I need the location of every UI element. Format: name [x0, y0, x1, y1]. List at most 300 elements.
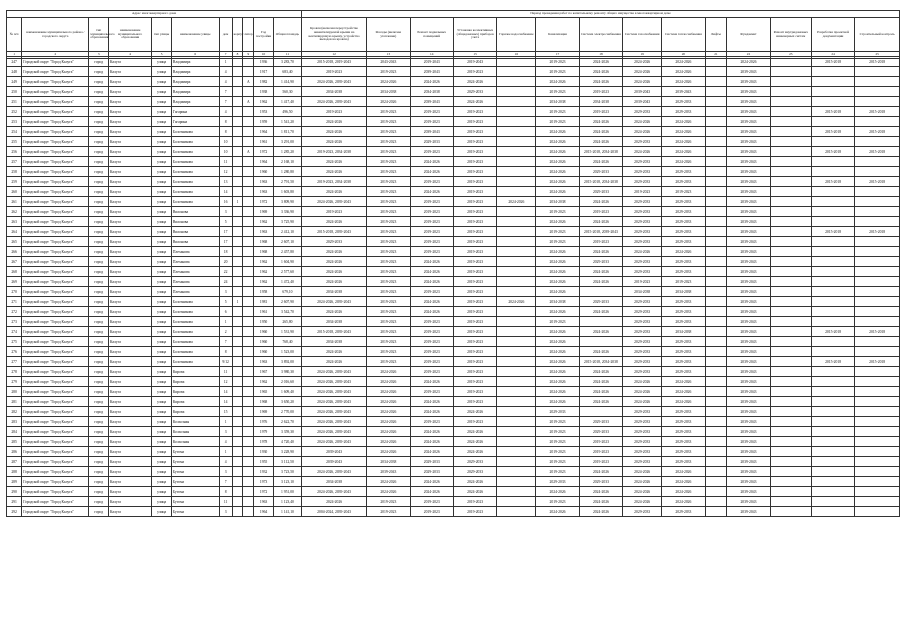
cell-pl: 1 523,00 — [273, 347, 301, 357]
column-header-18: Система электроснабжения — [579, 18, 622, 52]
cell-obl: Городской округ "Город Калуга" — [22, 327, 89, 337]
cell-pl: 1 123,40 — [273, 497, 301, 507]
cell-n: 250 — [7, 87, 22, 97]
cell-n: 269 — [7, 277, 22, 287]
cell-gvs: 2024-2026 — [497, 297, 536, 307]
cell-fas: 2019-2023 — [367, 147, 410, 157]
cell-lit — [243, 157, 254, 167]
cell-sk — [855, 487, 900, 497]
cell-gaz: 2029-2033 — [623, 297, 662, 307]
cell-fas: 2019-2023 — [367, 307, 410, 317]
cell-gaz: 2029-2033 — [623, 177, 662, 187]
cell-krov: 2034-2038 — [302, 287, 367, 297]
cell-kan: 2019-2023 — [536, 317, 579, 327]
cell-mo: Калуга — [108, 267, 151, 277]
cell-gaz: 2029-2033 — [623, 437, 662, 447]
cell-kan: 2024-2026 — [536, 287, 579, 297]
cell-k — [232, 137, 243, 147]
cell-ut: улица — [152, 187, 172, 197]
cell-krov: 2024-2026 — [302, 127, 367, 137]
cell-vn — [770, 457, 811, 467]
cell-el: 2024-2026 — [579, 377, 622, 387]
cell-proj: 2015-2018 — [811, 127, 854, 137]
cell-pod: 2024-2026 — [410, 187, 453, 197]
cell-kan: 2024-2026 — [536, 357, 579, 367]
column-header-6: наименование улицы — [171, 18, 219, 52]
cell-krov: 2015-2018, 2039-2043 — [302, 327, 367, 337]
cell-gvs — [497, 97, 536, 107]
column-number-12: 12 — [302, 52, 367, 59]
cell-proj — [811, 257, 854, 267]
cell-ul: Болотникова — [171, 127, 219, 137]
cell-gaz: 2029-2033 — [623, 317, 662, 327]
cell-fas: 2019-2023 — [367, 507, 410, 517]
cell-proj — [811, 487, 854, 497]
cell-k — [232, 267, 243, 277]
cell-fas: 2019-2023 — [367, 217, 410, 227]
cell-god: 1968 — [254, 237, 274, 247]
cell-tep: 2029-2033 — [662, 177, 705, 187]
cell-n: 254 — [7, 127, 22, 137]
cell-proj — [811, 197, 854, 207]
cell-el: 2029-2033 — [579, 187, 622, 197]
cell-ust: 2019-2023 — [453, 117, 496, 127]
cell-proj — [811, 497, 854, 507]
column-number-25: 25 — [855, 52, 900, 59]
cell-proj: 2015-2018 — [811, 147, 854, 157]
cell-krov: 2024-2026 — [302, 187, 367, 197]
cell-tip: город — [89, 67, 109, 77]
cell-proj — [811, 207, 854, 217]
column-header-9: литер — [243, 18, 254, 52]
cell-proj — [811, 187, 854, 197]
cell-ul: Болотникова — [171, 307, 219, 317]
cell-d: 3 — [219, 287, 232, 297]
cell-mo: Калуга — [108, 307, 151, 317]
cell-fund: 2039-2043 — [727, 157, 770, 167]
cell-ust: 2019-2023 — [453, 187, 496, 197]
cell-lit — [243, 497, 254, 507]
cell-proj — [811, 377, 854, 387]
cell-tep: 2024-2026 — [662, 397, 705, 407]
cell-el: 2024-2026 — [579, 367, 622, 377]
cell-proj — [811, 267, 854, 277]
table-row — [7, 187, 900, 197]
cell-sk — [855, 337, 900, 347]
cell-lift — [705, 397, 727, 407]
cell-lift — [705, 487, 727, 497]
cell-lift — [705, 137, 727, 147]
cell-fas: 2019-2023 — [367, 297, 410, 307]
cell-fas: 2024-2026 — [367, 447, 410, 457]
cell-ust: 2019-2023 — [453, 277, 496, 287]
cell-krov: 2024-2026, 2039-2043 — [302, 397, 367, 407]
table-row — [7, 287, 900, 297]
cell-ul: Вилонова — [171, 217, 219, 227]
cell-d: 4 — [219, 67, 232, 77]
table-row — [7, 247, 900, 257]
cell-sk — [855, 387, 900, 397]
table-row — [7, 167, 900, 177]
cell-n: 282 — [7, 407, 22, 417]
cell-ul: Владимира — [171, 77, 219, 87]
cell-k — [232, 477, 243, 487]
cell-proj: 2015-2018 — [811, 107, 854, 117]
cell-n: 262 — [7, 207, 22, 217]
cell-proj — [811, 297, 854, 307]
cell-mo: Калуга — [108, 217, 151, 227]
cell-god: 1959 — [254, 117, 274, 127]
cell-proj — [811, 217, 854, 227]
cell-kan: 2024-2026 — [536, 147, 579, 157]
table-row — [7, 347, 900, 357]
cell-mo: Калуга — [108, 127, 151, 137]
column-number-22: 22 — [727, 52, 770, 59]
cell-k — [232, 387, 243, 397]
cell-lift — [705, 507, 727, 517]
cell-ut: улица — [152, 237, 172, 247]
cell-ut: улица — [152, 507, 172, 517]
cell-god: 1963 — [254, 227, 274, 237]
cell-sk — [855, 287, 900, 297]
cell-tip: город — [89, 437, 109, 447]
cell-gaz: 2029-2033 — [623, 507, 662, 517]
cell-sk — [855, 437, 900, 447]
cell-kan: 2029-2033 — [536, 407, 579, 417]
cell-n: 266 — [7, 247, 22, 257]
cell-tip: город — [89, 117, 109, 127]
cell-n: 273 — [7, 317, 22, 327]
cell-el: 2024-2026 — [579, 397, 622, 407]
cell-sk: 2015-2018 — [855, 177, 900, 187]
table-row — [7, 67, 900, 77]
cell-ul: Болотникова — [171, 197, 219, 207]
cell-k — [232, 97, 243, 107]
cell-ul: Колхозная — [171, 417, 219, 427]
cell-fund: 2039-2043 — [727, 417, 770, 427]
cell-gvs — [497, 387, 536, 397]
cell-d: 1 — [219, 417, 232, 427]
cell-k — [232, 327, 243, 337]
cell-ut: улица — [152, 267, 172, 277]
cell-d: 3 — [219, 427, 232, 437]
cell-d: 14 — [219, 397, 232, 407]
cell-ul: Гагарина — [171, 107, 219, 117]
cell-fund: 2039-2043 — [727, 97, 770, 107]
cell-gvs — [497, 367, 536, 377]
cell-mo: Калуга — [108, 97, 151, 107]
cell-kan: 2019-2023 — [536, 117, 579, 127]
cell-krov: 2024-2026, 2039-2043 — [302, 197, 367, 207]
cell-ul: Кирова — [171, 367, 219, 377]
cell-tep: 2029-2033 — [662, 457, 705, 467]
cell-ust: 2029-2033 — [453, 87, 496, 97]
cell-kan: 2024-2026 — [536, 137, 579, 147]
column-number-19: 19 — [623, 52, 662, 59]
cell-sk — [855, 117, 900, 127]
cell-gvs — [497, 357, 536, 367]
cell-d: 4 — [219, 77, 232, 87]
cell-pod: 2024-2026 — [410, 447, 453, 457]
cell-fund: 2039-2043 — [727, 177, 770, 187]
column-header-12: Кровля (включая переустройство невентилируемой крыши на вентилируемую крышу, устройство выходов на кровлю) — [302, 18, 367, 52]
cell-ul: Владимира — [171, 97, 219, 107]
cell-ust: 2019-2023 — [453, 347, 496, 357]
cell-ul: Плеханова — [171, 267, 219, 277]
cell-vn — [770, 267, 811, 277]
cell-ut: улица — [152, 417, 172, 427]
cell-mo: Калуга — [108, 507, 151, 517]
cell-n: 274 — [7, 327, 22, 337]
cell-tip: город — [89, 267, 109, 277]
cell-tip: город — [89, 147, 109, 157]
cell-ul: Бутома — [171, 457, 219, 467]
cell-el: 2024-2026 — [579, 327, 622, 337]
cell-ut: улица — [152, 397, 172, 407]
cell-n: 256 — [7, 147, 22, 157]
cell-el: 2019-2023 — [579, 457, 622, 467]
cell-ul: Бутома — [171, 487, 219, 497]
cell-lit — [243, 277, 254, 287]
cell-lift — [705, 297, 727, 307]
cell-krov: 2024-2026, 2039-2043 — [302, 467, 367, 477]
cell-gvs — [497, 327, 536, 337]
cell-k — [232, 127, 243, 137]
cell-lift — [705, 157, 727, 167]
cell-krov: 2034-2038 — [302, 337, 367, 347]
cell-gvs — [497, 497, 536, 507]
cell-krov: 2024-2026 — [302, 267, 367, 277]
cell-ut: улица — [152, 97, 172, 107]
cell-gaz: 2029-2033 — [623, 347, 662, 357]
table-row — [7, 207, 900, 217]
cell-lit — [243, 87, 254, 97]
cell-fas: 2019-2023 — [367, 327, 410, 337]
cell-lift — [705, 457, 727, 467]
cell-ut: улица — [152, 307, 172, 317]
cell-pl: 3 112,50 — [273, 457, 301, 467]
cell-lift — [705, 247, 727, 257]
cell-obl: Городской округ "Город Калуга" — [22, 227, 89, 237]
cell-d: 17 — [219, 227, 232, 237]
cell-k — [232, 357, 243, 367]
cell-lit — [243, 297, 254, 307]
cell-ust: 2019-2023 — [453, 257, 496, 267]
cell-gvs — [497, 217, 536, 227]
cell-ut: улица — [152, 67, 172, 77]
cell-mo: Калуга — [108, 457, 151, 467]
cell-mo: Калуга — [108, 287, 151, 297]
cell-god: 1963 — [254, 187, 274, 197]
cell-ut: улица — [152, 357, 172, 367]
cell-kan: 2034-2038 — [536, 197, 579, 207]
cell-krov: 2024-2026, 2039-2043 — [302, 77, 367, 87]
cell-fund: 2039-2043 — [727, 297, 770, 307]
cell-god: 1930 — [254, 447, 274, 457]
cell-mo: Калуга — [108, 87, 151, 97]
cell-mo: Калуга — [108, 347, 151, 357]
cell-tep: 2029-2033 — [662, 237, 705, 247]
column-header-17: Канализация — [536, 18, 579, 52]
cell-krov: 2004-2024, 2039-2043 — [302, 507, 367, 517]
cell-gvs — [497, 257, 536, 267]
cell-ust: 2019-2023 — [453, 197, 496, 207]
cell-n: 279 — [7, 377, 22, 387]
cell-n: 289 — [7, 477, 22, 487]
cell-k — [232, 227, 243, 237]
cell-ul: Болотникова — [171, 327, 219, 337]
cell-mo: Калуга — [108, 257, 151, 267]
cell-k — [232, 287, 243, 297]
cell-krov: 2024-2026, 2039-2043 — [302, 387, 367, 397]
cell-pl: 1 541,20 — [273, 117, 301, 127]
cell-k — [232, 397, 243, 407]
cell-pl: 3 892,00 — [273, 357, 301, 367]
cell-el: 2029-2033 — [579, 167, 622, 177]
column-number-24: 24 — [811, 52, 854, 59]
cell-d: 20 — [219, 257, 232, 267]
cell-obl: Городской округ "Город Калуга" — [22, 197, 89, 207]
cell-d: 11 — [219, 497, 232, 507]
table-row — [7, 447, 900, 457]
cell-el: 2024-2026 — [579, 277, 622, 287]
cell-d: 8 — [219, 127, 232, 137]
cell-ust: 2019-2023 — [453, 157, 496, 167]
cell-gaz: 2029-2033 — [623, 237, 662, 247]
cell-lift — [705, 357, 727, 367]
cell-vn — [770, 107, 811, 117]
cell-ul: Владимира — [171, 87, 219, 97]
cell-kan: 2024-2026 — [536, 387, 579, 397]
cell-god: 1964 — [254, 507, 274, 517]
cell-gaz: 2029-2033 — [623, 457, 662, 467]
cell-lit — [243, 467, 254, 477]
table-row — [7, 277, 900, 287]
cell-d: 16 — [219, 197, 232, 207]
column-header-20: Система теплоснабжения — [662, 18, 705, 52]
cell-fas: 2019-2023 — [367, 237, 410, 247]
cell-obl: Городской округ "Город Калуга" — [22, 77, 89, 87]
cell-kan: 2019-2023 — [536, 237, 579, 247]
cell-gaz: 2029-2033 — [623, 157, 662, 167]
cell-tep: 2029-2033 — [662, 447, 705, 457]
cell-fas: 2024-2026 — [367, 77, 410, 87]
cell-gaz: 2029-2033 — [623, 367, 662, 377]
cell-vn — [770, 407, 811, 417]
cell-d: 18 — [219, 247, 232, 257]
cell-gvs — [497, 447, 536, 457]
cell-pod: 2029-2033 — [410, 137, 453, 147]
cell-ul: Бутома — [171, 497, 219, 507]
cell-tep: 2029-2033 — [662, 257, 705, 267]
cell-krov: 2019-2023, 2034-2038 — [302, 177, 367, 187]
cell-ul: Гагарина — [171, 117, 219, 127]
cell-lift — [705, 437, 727, 447]
cell-pl: 768,40 — [273, 337, 301, 347]
cell-obl: Городской округ "Город Калуга" — [22, 157, 89, 167]
cell-lit — [243, 287, 254, 297]
cell-gaz: 2024-2026 — [623, 77, 662, 87]
cell-kan: 2019-2023 — [536, 227, 579, 237]
cell-k: 1 — [232, 197, 243, 207]
cell-tep: 2029-2033 — [662, 507, 705, 517]
cell-ust: 2019-2023 — [453, 217, 496, 227]
cell-vn — [770, 477, 811, 487]
cell-pl: 3 723,50 — [273, 467, 301, 477]
cell-tep: 2024-2026 — [662, 247, 705, 257]
cell-pl: 560,30 — [273, 87, 301, 97]
cell-obl: Городской округ "Город Калуга" — [22, 427, 89, 437]
cell-lit — [243, 337, 254, 347]
cell-pl: 3 123,10 — [273, 477, 301, 487]
cell-lift — [705, 477, 727, 487]
table-row — [7, 127, 900, 137]
cell-tip: город — [89, 457, 109, 467]
cell-krov: 2039-2043 — [302, 457, 367, 467]
cell-fas: 2034-2038 — [367, 457, 410, 467]
cell-ut: улица — [152, 77, 172, 87]
cell-pod: 2019-2023 — [410, 177, 453, 187]
cell-pl: 3 725,90 — [273, 217, 301, 227]
cell-vn — [770, 157, 811, 167]
cell-gvs — [497, 227, 536, 237]
cell-tip: город — [89, 347, 109, 357]
column-header-19: Система газоснабжения — [623, 18, 662, 52]
cell-gvs — [497, 417, 536, 427]
cell-vn — [770, 397, 811, 407]
cell-tep: 2029-2033 — [662, 407, 705, 417]
cell-lift — [705, 147, 727, 157]
cell-god: 1972 — [254, 487, 274, 497]
cell-obl: Городской округ "Город Калуга" — [22, 257, 89, 267]
cell-el: 2024-2026 — [579, 217, 622, 227]
cell-ut: улица — [152, 107, 172, 117]
cell-kan: 2024-2026 — [536, 167, 579, 177]
cell-lit — [243, 427, 254, 437]
cell-vn — [770, 347, 811, 357]
cell-mo: Калуга — [108, 467, 151, 477]
cell-vn — [770, 297, 811, 307]
cell-tip: город — [89, 507, 109, 517]
cell-obl: Городской округ "Город Калуга" — [22, 407, 89, 417]
cell-d: 4 — [219, 437, 232, 447]
cell-el: 2024-2026 — [579, 117, 622, 127]
cell-ust: 2019-2023 — [453, 397, 496, 407]
cell-sk: 2015-2018 — [855, 327, 900, 337]
cell-lift — [705, 227, 727, 237]
cell-el: 2024-2026 — [579, 497, 622, 507]
cell-gaz: 2024-2026 — [623, 467, 662, 477]
cell-fas: 2024-2026 — [367, 397, 410, 407]
cell-krov: 2024-2026 — [302, 257, 367, 267]
cell-gaz: 2029-2033 — [623, 267, 662, 277]
column-number-18: 18 — [579, 52, 622, 59]
cell-kan: 2024-2026 — [536, 367, 579, 377]
cell-el: 2029-2033 — [579, 417, 622, 427]
cell-ut: улица — [152, 227, 172, 237]
cell-fas: 2019-2023 — [367, 127, 410, 137]
cell-obl: Городской округ "Город Калуга" — [22, 377, 89, 387]
cell-ut: улица — [152, 157, 172, 167]
cell-proj: 2015-2018 — [811, 177, 854, 187]
cell-pl: 1 280,80 — [273, 167, 301, 177]
cell-d: 4 — [219, 107, 232, 117]
cell-gaz: 2024-2026 — [623, 247, 662, 257]
table-row — [7, 467, 900, 477]
cell-ut: улица — [152, 287, 172, 297]
cell-tip: город — [89, 177, 109, 187]
cell-fas: 2019-2023 — [367, 197, 410, 207]
